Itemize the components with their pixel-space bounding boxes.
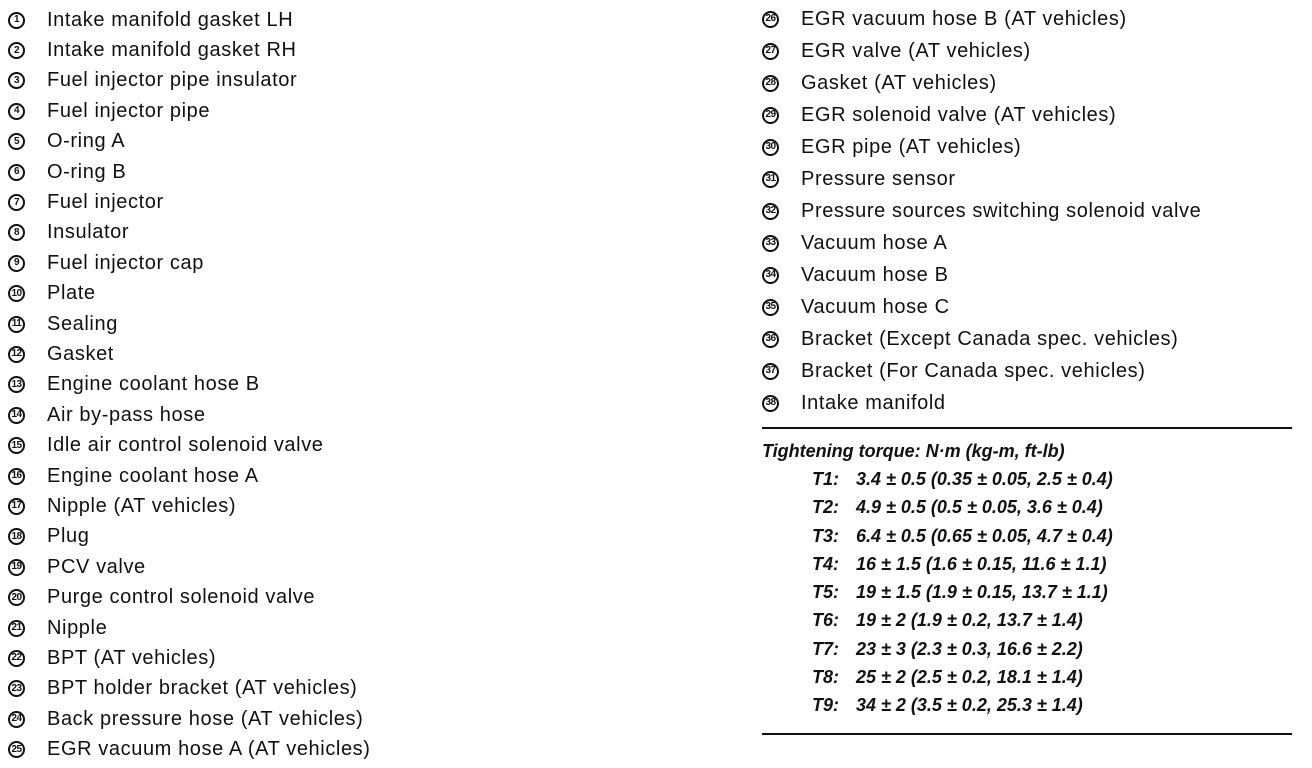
part-number-badge: 22 (8, 650, 25, 667)
part-item (8, 309, 708, 339)
part-item (8, 491, 708, 521)
part-number-badge: 19 (8, 559, 25, 576)
part-item (8, 552, 708, 582)
part-item (8, 96, 708, 126)
part-label: O-ring A (47, 130, 126, 153)
torque-row (812, 550, 1302, 578)
part-label: Intake manifold gasket LH (47, 8, 294, 31)
part-number-badge: 1 (8, 12, 25, 29)
part-item (762, 131, 1302, 163)
divider-top (762, 427, 1292, 429)
part-number-badge: 24 (8, 711, 25, 728)
part-number-badge: 26 (762, 11, 779, 28)
torque-label: T6: (812, 610, 839, 631)
part-label: Insulator (47, 221, 130, 244)
part-number-badge: 36 (762, 331, 779, 348)
part-item (8, 461, 708, 491)
part-number-badge: 37 (762, 363, 779, 380)
part-label: Fuel injector cap (47, 251, 204, 274)
part-number-badge: 35 (762, 299, 779, 316)
part-item (8, 522, 708, 552)
part-label: EGR vacuum hose B (AT vehicles) (801, 7, 1127, 30)
part-item (8, 430, 708, 460)
torque-label: T8: (812, 667, 839, 688)
part-item (762, 3, 1302, 35)
torque-label: T3: (812, 525, 839, 546)
torque-row (812, 493, 1302, 521)
parts-list (8, 0, 708, 765)
part-number-badge: 7 (8, 194, 25, 211)
part-number-badge: 34 (762, 267, 779, 284)
part-item (8, 704, 708, 734)
torque-row (812, 578, 1302, 606)
part-number-badge: 9 (8, 255, 25, 272)
part-number-badge: 20 (8, 589, 25, 606)
part-label: Engine coolant hose B (47, 373, 260, 396)
part-number-badge: 28 (762, 75, 779, 92)
part-label: Intake manifold gasket RH (47, 39, 297, 62)
parts-list-left (8, 0, 708, 765)
part-number-badge: 32 (762, 203, 779, 220)
part-label: Back pressure hose (AT vehicles) (47, 707, 364, 730)
torque-value: 6.4 ± 0.5 (0.65 ± 0.05, 4.7 ± 0.4) (856, 525, 1113, 546)
torque-label: T1: (812, 469, 839, 489)
part-item (8, 339, 708, 369)
part-label: EGR vacuum hose A (AT vehicles) (47, 738, 371, 761)
torque-label: T4: (812, 553, 839, 574)
part-label: Fuel injector pipe (47, 99, 211, 122)
part-label: Plate (47, 282, 96, 305)
torque-row (812, 691, 1302, 719)
torque-row (812, 606, 1302, 634)
part-item (762, 35, 1302, 67)
torque-row (812, 522, 1302, 550)
part-label: EGR solenoid valve (AT vehicles) (801, 103, 1117, 126)
part-item (8, 582, 708, 612)
torque-heading: Tightening torque: N·m (kg-m, ft-lb) (762, 441, 1065, 461)
part-number-badge: 27 (762, 43, 779, 60)
part-label: Idle air control solenoid valve (47, 434, 324, 457)
part-number-badge: 11 (8, 316, 25, 333)
part-label: BPT (AT vehicles) (47, 646, 217, 669)
part-number-badge: 12 (8, 346, 25, 363)
part-number-badge: 4 (8, 103, 25, 120)
part-item (8, 157, 708, 187)
part-number-badge: 2 (8, 42, 25, 59)
part-number-badge: 6 (8, 164, 25, 181)
part-number-badge: 38 (762, 395, 779, 412)
torque-list (762, 465, 1302, 720)
part-number-badge: 10 (8, 285, 25, 302)
torque-value: 3.4 ± 0.5 (0.35 ± 0.05, 2.5 ± 0.4) (856, 469, 1113, 489)
part-item (8, 279, 708, 309)
part-item (8, 127, 708, 157)
part-number-badge: 17 (8, 498, 25, 515)
part-number-badge: 3 (8, 72, 25, 89)
part-label: Bracket (Except Canada spec. vehicles) (801, 327, 1179, 350)
torque-value: 25 ± 2 (2.5 ± 0.2, 18.1 ± 1.4) (856, 667, 1083, 688)
part-item (8, 643, 708, 673)
part-number-badge: 23 (8, 680, 25, 697)
part-label: Pressure sensor (801, 167, 956, 190)
part-item (762, 67, 1302, 99)
part-number-badge: 33 (762, 235, 779, 252)
torque-label: T7: (812, 638, 839, 659)
torque-row (812, 663, 1302, 691)
torque-label: T2: (812, 497, 839, 518)
torque-label: T5: (812, 582, 839, 603)
part-label: Gasket (AT vehicles) (801, 71, 997, 94)
part-label: Vacuum hose A (801, 231, 948, 254)
part-label: Pressure sources switching solenoid valve (801, 199, 1202, 222)
part-label: Nipple (47, 616, 108, 639)
part-label: Fuel injector pipe insulator (47, 69, 298, 92)
part-number-badge: 5 (8, 133, 25, 150)
part-item (8, 370, 708, 400)
part-label: Air by-pass hose (47, 403, 206, 426)
part-item (8, 66, 708, 96)
parts-list (762, 0, 1302, 419)
part-item (8, 35, 708, 65)
part-item (762, 163, 1302, 195)
part-number-badge: 21 (8, 620, 25, 637)
torque-value: 19 ± 2 (1.9 ± 0.2, 13.7 ± 1.4) (856, 610, 1083, 631)
part-label: Nipple (AT vehicles) (47, 494, 237, 517)
part-label: BPT holder bracket (AT vehicles) (47, 677, 358, 700)
part-item (762, 195, 1302, 227)
part-item (762, 355, 1302, 387)
part-label: EGR pipe (AT vehicles) (801, 135, 1022, 158)
part-label: PCV valve (47, 555, 146, 578)
part-number-badge: 25 (8, 741, 25, 758)
part-item (762, 291, 1302, 323)
part-item (8, 400, 708, 430)
torque-value: 34 ± 2 (3.5 ± 0.2, 25.3 ± 1.4) (856, 695, 1083, 716)
part-label: O-ring B (47, 160, 127, 183)
part-number-badge: 31 (762, 171, 779, 188)
parts-list-right (762, 0, 1302, 419)
part-number-badge: 15 (8, 437, 25, 454)
part-item (762, 99, 1302, 131)
part-item (8, 734, 708, 764)
torque-label: T9: (812, 695, 839, 716)
part-number-badge: 8 (8, 224, 25, 241)
part-item (8, 187, 708, 217)
part-item (8, 613, 708, 643)
torque-spec-block (762, 437, 1302, 720)
part-label: Vacuum hose C (801, 295, 950, 318)
part-item (8, 218, 708, 248)
part-item (8, 5, 708, 35)
torque-value: 16 ± 1.5 (1.6 ± 0.15, 11.6 ± 1.1) (856, 553, 1107, 574)
part-number-badge: 16 (8, 468, 25, 485)
torque-value: 4.9 ± 0.5 (0.5 ± 0.05, 3.6 ± 0.4) (856, 497, 1103, 518)
part-number-badge: 18 (8, 528, 25, 545)
torque-value: 23 ± 3 (2.3 ± 0.3, 16.6 ± 2.2) (856, 638, 1083, 659)
part-item (8, 248, 708, 278)
divider-bottom (762, 733, 1292, 735)
part-item (8, 674, 708, 704)
part-label: Plug (47, 525, 90, 548)
part-label: Sealing (47, 312, 118, 335)
part-item (762, 227, 1302, 259)
part-label: Gasket (47, 342, 114, 365)
part-item (762, 259, 1302, 291)
part-label: Fuel injector (47, 191, 164, 214)
part-number-badge: 29 (762, 107, 779, 124)
part-number-badge: 14 (8, 407, 25, 424)
part-label: EGR valve (AT vehicles) (801, 39, 1031, 62)
torque-value: 19 ± 1.5 (1.9 ± 0.15, 13.7 ± 1.1) (856, 582, 1108, 603)
torque-row (812, 635, 1302, 663)
part-label: Purge control solenoid valve (47, 586, 316, 609)
torque-row (812, 465, 1302, 493)
part-item (762, 387, 1302, 419)
part-label: Vacuum hose B (801, 263, 949, 286)
part-number-badge: 30 (762, 139, 779, 156)
part-label: Engine coolant hose A (47, 464, 259, 487)
part-number-badge: 13 (8, 376, 25, 393)
part-label: Bracket (For Canada spec. vehicles) (801, 359, 1146, 382)
part-label: Intake manifold (801, 391, 946, 414)
part-item (762, 323, 1302, 355)
